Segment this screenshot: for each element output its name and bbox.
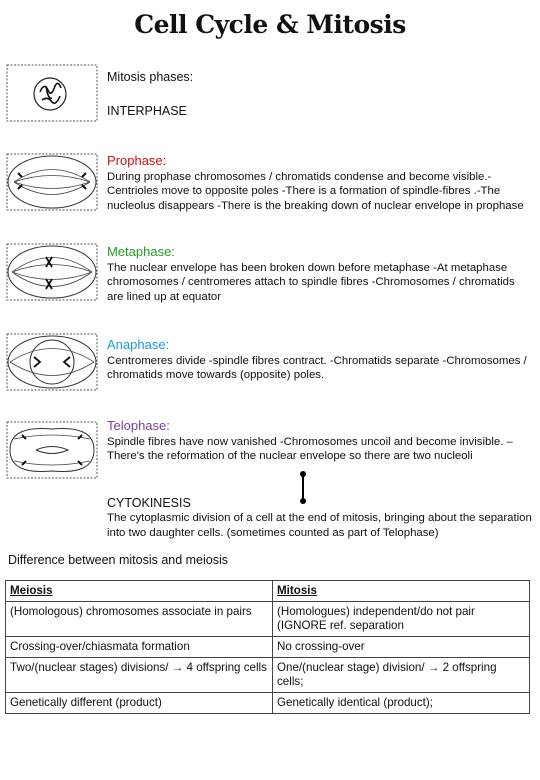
telophase-text: Spindle fibres have now vanished -Chromosomes uncoil and become invisible. –There's the reformation of the nuclear envelope so there are two nucleoli — [107, 436, 513, 463]
table-cell: (Homologues) independent/do not pair (IGNORE ref. separation — [273, 602, 530, 637]
intro-heading: Mitosis phases: — [107, 70, 194, 84]
anaphase-cell-diagram — [6, 333, 98, 391]
cytokinesis-section — [107, 496, 532, 540]
metaphase-cell-diagram — [6, 243, 98, 301]
table-header-meiosis: Meiosis — [6, 581, 273, 602]
page-title: Cell Cycle & Mitosis — [134, 10, 406, 39]
mitosis-phases-intro — [107, 70, 532, 119]
table-cell: (Homologous) chromosomes associate in pairs — [6, 602, 273, 637]
table-cell: Crossing-over/chiasmata formation — [6, 637, 273, 658]
prophase-text: During prophase chromosomes / chromatids condense and become visible.- Centrioles move to opposite poles -There is a formation of spindle-fibres .-The nucleolus disappears -There is the breaking down of nuclear envelope in prophase — [107, 171, 524, 212]
anaphase-text: Centromeres divide -spindle fibres contract. -Chromatids separate -Chromosomes / chromatids move towards (opposite) poles. — [107, 355, 527, 382]
metaphase-heading: Metaphase: — [107, 244, 175, 259]
table-cell: No crossing-over — [273, 637, 530, 658]
interphase-label: INTERPHASE — [107, 104, 187, 119]
telophase-section — [107, 418, 532, 464]
prophase-section — [107, 153, 532, 213]
table-header-row — [6, 581, 530, 602]
table-cell: Genetically identical (product); — [273, 693, 530, 714]
anaphase-section — [107, 337, 532, 383]
telophase-cell-diagram — [6, 421, 98, 479]
prophase-cell-diagram — [6, 153, 98, 211]
table-cell: One/(nuclear stage) division/ → 2 offspring cells; — [273, 658, 530, 693]
telophase-heading: Telophase: — [107, 418, 170, 433]
table-header-mitosis: Mitosis — [273, 581, 530, 602]
anaphase-heading: Anaphase: — [107, 337, 170, 352]
interphase-cell-diagram — [6, 64, 98, 122]
cytokinesis-text: The cytoplasmic division of a cell at the end of mitosis, bringing about the separation into two daughter cells. (sometimes counted as part of Telophase) — [107, 512, 532, 539]
table-cell: Two/(nuclear stages) divisions/ → 4 offspring cells — [6, 658, 273, 693]
prophase-heading: Prophase: — [107, 153, 167, 168]
table-cell: Genetically different (product) — [6, 693, 273, 714]
table-row — [6, 602, 530, 637]
metaphase-text: The nuclear envelope has been broken down before metaphase -At metaphase chromosomes / centromeres attach to spindle fibres -Chromosomes / chromatids are lined up at equator — [107, 262, 515, 303]
table-row — [6, 693, 530, 714]
table-row — [6, 658, 530, 693]
cytokinesis-heading: CYTOKINESIS — [107, 496, 191, 510]
table-row — [6, 637, 530, 658]
comparison-table — [5, 580, 530, 714]
difference-title: Difference between mitosis and meiosis — [8, 553, 229, 567]
metaphase-section — [107, 244, 532, 304]
